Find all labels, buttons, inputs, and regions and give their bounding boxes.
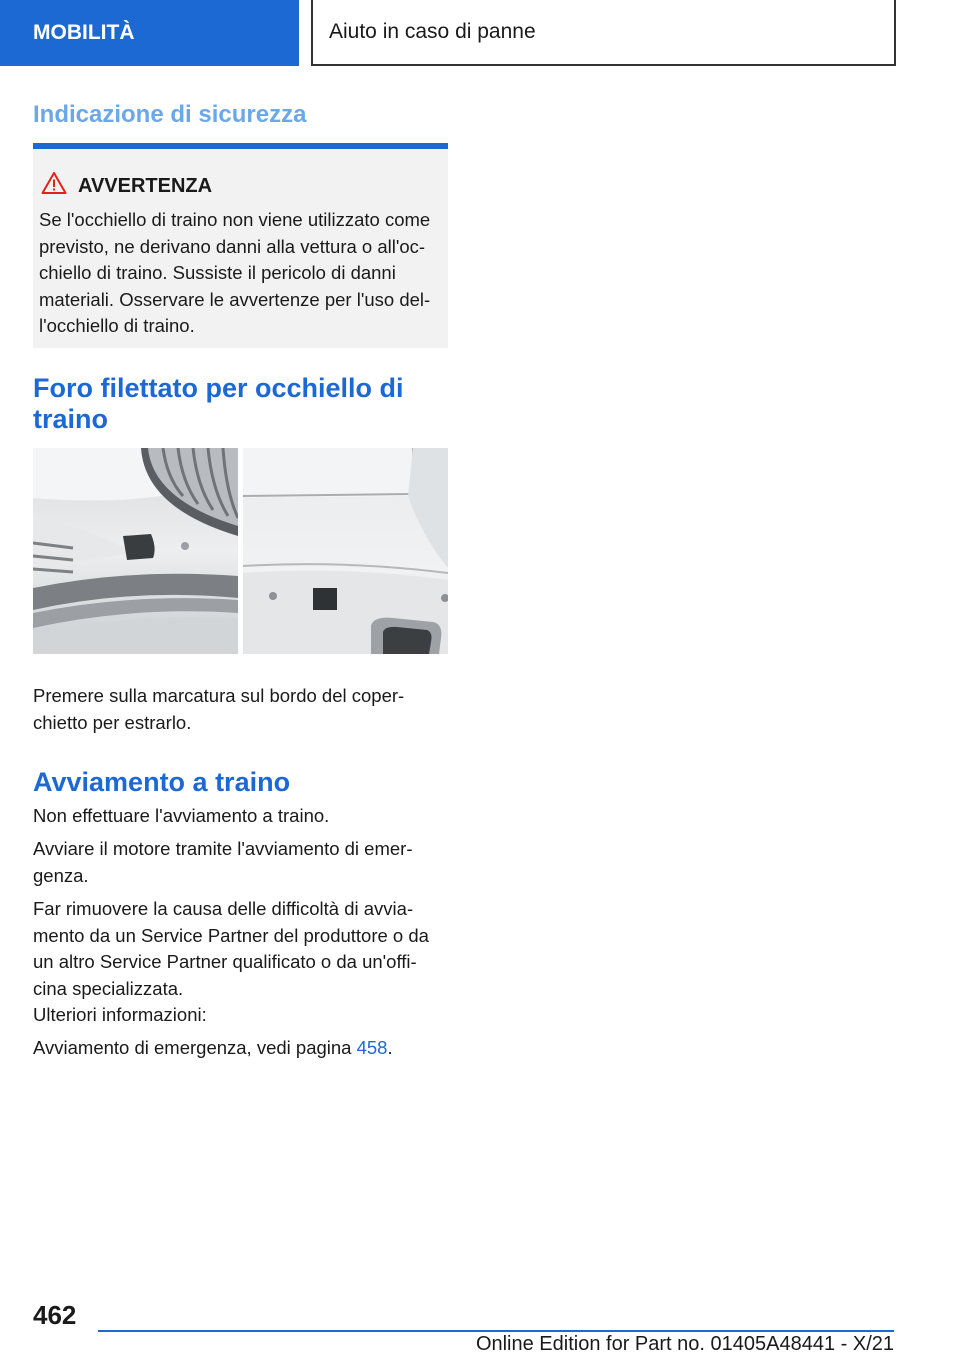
warning-title: AVVERTENZA [78, 175, 213, 197]
tow-start-p5 [33, 1035, 448, 1062]
reference-text: Avviamento di emergenza, vedi pagina [33, 1037, 357, 1058]
warning-text: Se l'occhiello di traino non viene utilizzato come previsto, ne derivano danni alla vettura o all'oc-chiello di traino. Sussiste il pericolo di danni materiali. Osservare le avvertenze per l'uso del-l'occhiello di traino. [39, 209, 431, 336]
rear-bumper-photo [243, 448, 448, 654]
reference-end: . [387, 1037, 393, 1058]
tow-start-p4: Ulteriori informazioni: [33, 1004, 207, 1025]
tow-start-p3: Far rimuovere la causa delle difficoltà di avvia-mento da un Service Partner del produttore o da un altro Service Partner qualificato o da un'offi-cina specializzata. [33, 898, 429, 999]
page-number: 462 [33, 1300, 77, 1330]
chapter-title: Aiuto in caso di panne [311, 0, 896, 66]
tow-hole-heading: Foro filettato per occhiello di traino [33, 373, 404, 434]
warning-triangle-icon [41, 171, 67, 195]
footer-divider [98, 1330, 894, 1332]
page-header [0, 0, 960, 66]
section-title: MOBILITÀ [0, 0, 299, 66]
tow-start-p2: Avviare il motore tramite l'avviamento di emer-genza. [33, 838, 413, 886]
warning-box [33, 143, 448, 348]
footer-edition: Online Edition for Part no. 01405A48441 - X/21 [475, 1333, 894, 1355]
tow-hole-paragraph: Premere sulla marcatura sul bordo del coper-chietto per estrarlo. [33, 685, 405, 733]
page-link[interactable]: 458 [356, 1037, 388, 1058]
tow-start-p1: Non effettuare l'avviamento a traino. [33, 805, 330, 826]
safety-heading: Indicazione di sicurezza [33, 101, 307, 128]
front-bumper-photo [33, 448, 238, 654]
tow-start-heading: Avviamento a traino [33, 767, 291, 797]
